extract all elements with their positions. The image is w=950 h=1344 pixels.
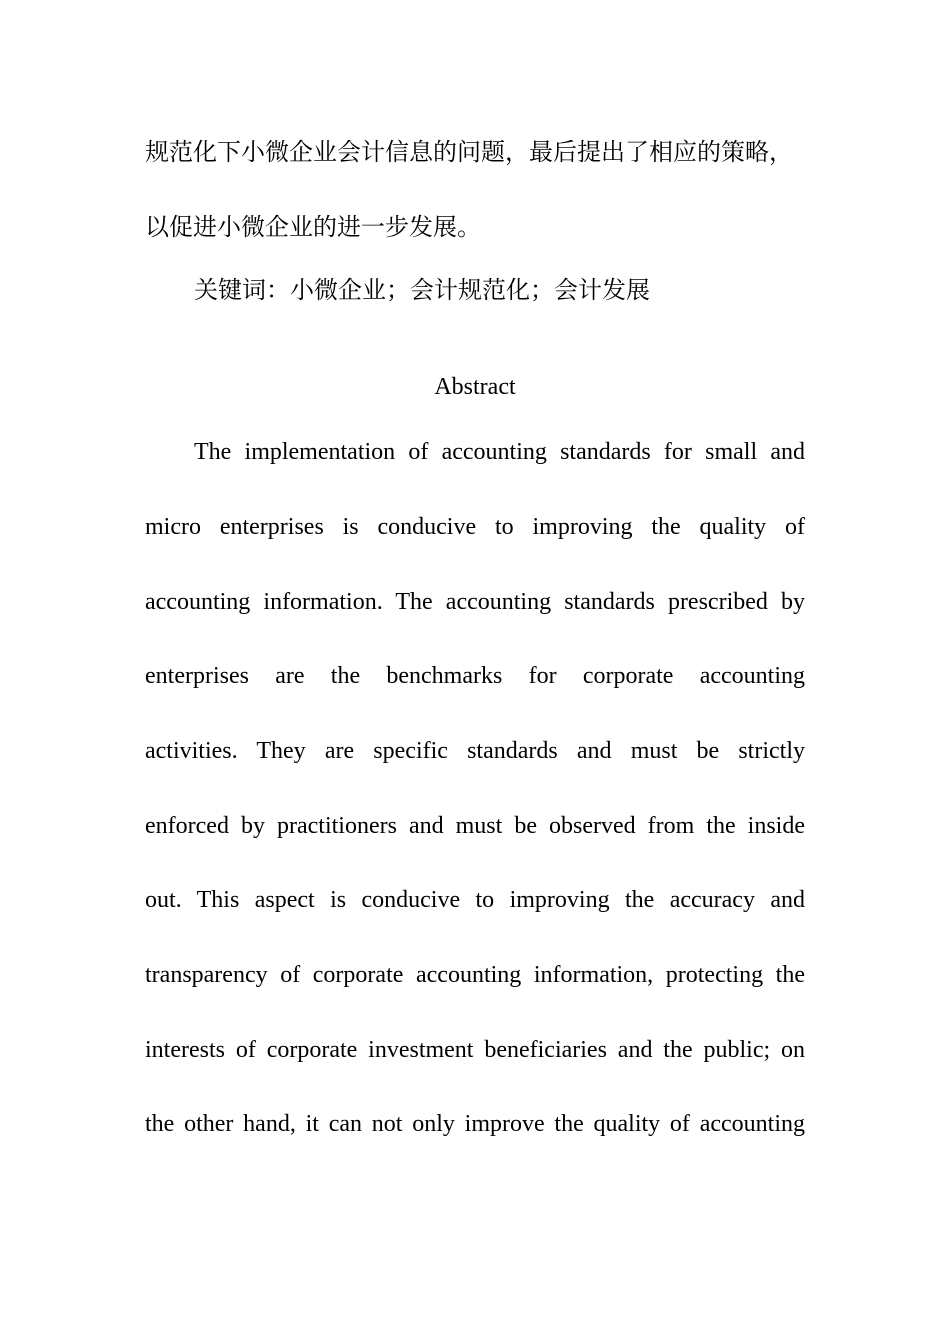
abstract-line: out. This aspect is conducive to improving the accuracy and (145, 887, 805, 913)
chinese-keywords: 关键词：小微企业；会计规范化；会计发展 (194, 276, 650, 304)
abstract-line: The implementation of accounting standards for small and (194, 439, 805, 465)
abstract-line: enterprises are the benchmarks for corporate accounting (145, 663, 805, 689)
abstract-line: activities. They are specific standards and must be strictly (145, 738, 805, 764)
abstract-line: accounting information. The accounting standards prescribed by (145, 589, 805, 615)
abstract-line: transparency of corporate accounting information, protecting the (145, 962, 805, 988)
abstract-heading: Abstract (434, 374, 516, 400)
abstract-line: micro enterprises is conducive to improving the quality of (145, 514, 805, 540)
abstract-line: the other hand, it can not only improve the quality of accounting (145, 1111, 805, 1137)
abstract-line: interests of corporate investment beneficiaries and the public; on (145, 1037, 805, 1063)
chinese-abstract-line-1: 规范化下小微企业会计信息的问题，最后提出了相应的策略， (145, 138, 793, 166)
chinese-abstract-line-2: 以促进小微企业的进一步发展。 (145, 213, 481, 241)
abstract-line: enforced by practitioners and must be observed from the inside (145, 813, 805, 839)
